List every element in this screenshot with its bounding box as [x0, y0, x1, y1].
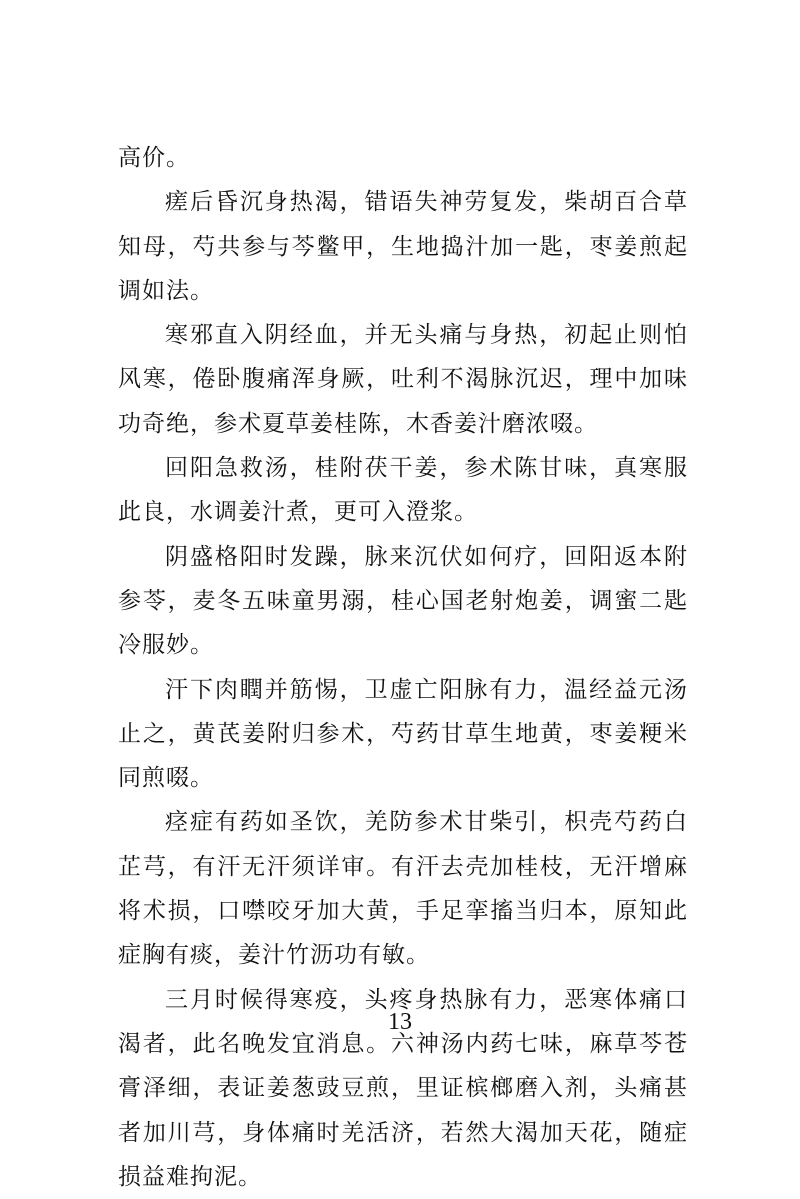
- paragraph-1: 高价。: [118, 145, 190, 171]
- page-number: 13: [388, 1009, 412, 1035]
- paragraph-4: 回阳急救汤，桂附茯干姜，参术陈甘味，真寒服此良，水调姜汁煮，更可入澄浆。: [118, 455, 688, 526]
- paragraph-2: 瘥后昏沉身热渴，错语失神劳复发，柴胡百合草知母，芍共参与芩鳖甲，生地捣汁加一匙，枣姜煎起调如法。: [118, 189, 688, 304]
- paragraph-6: 汗下肉瞤并筋惕，卫虚亡阳脉有力，温经益元汤止之，黄芪姜附归参术，芍药甘草生地黄，枣姜粳米同煎啜。: [118, 676, 688, 792]
- paragraph-3: 寒邪直入阴经血，并无头痛与身热，初起止则怕风寒，倦卧腹痛浑身厥，吐利不渴脉沉迟，理中加味功奇绝，参术夏草姜桂陈，木香姜汁磨浓啜。: [118, 322, 688, 437]
- paragraph-5: 阴盛格阳时发躁，脉来沉伏如何疗，回阳返本附参苓，麦冬五味童男溺，桂心国老射炮姜，调蜜二匙冷服妙。: [118, 543, 688, 659]
- page-body: [118, 136, 688, 1199]
- paragraph-7: 痉症有药如圣饮，羌防参术甘柴引，枳壳芍药白芷芎，有汗无汗须详审。有汗去壳加桂枝，无汗增麻将术损，口噤咬牙加大黄，手足挛搐当归本，原知此症胸有痰，姜汁竹沥功有敏。: [118, 809, 688, 969]
- paragraph-8: 三月时候得寒疫，头疼身热脉有力，恶寒体痛口渴者，此名晚发宜消息。六神汤内药七味，麻草芩苍膏泽细，表证姜葱豉豆煎，里证槟榔磨入剂，头痛甚者加川芎，身体痛时羌活济，若然大渴加天花，随症损益难拘泥。: [118, 986, 688, 1190]
